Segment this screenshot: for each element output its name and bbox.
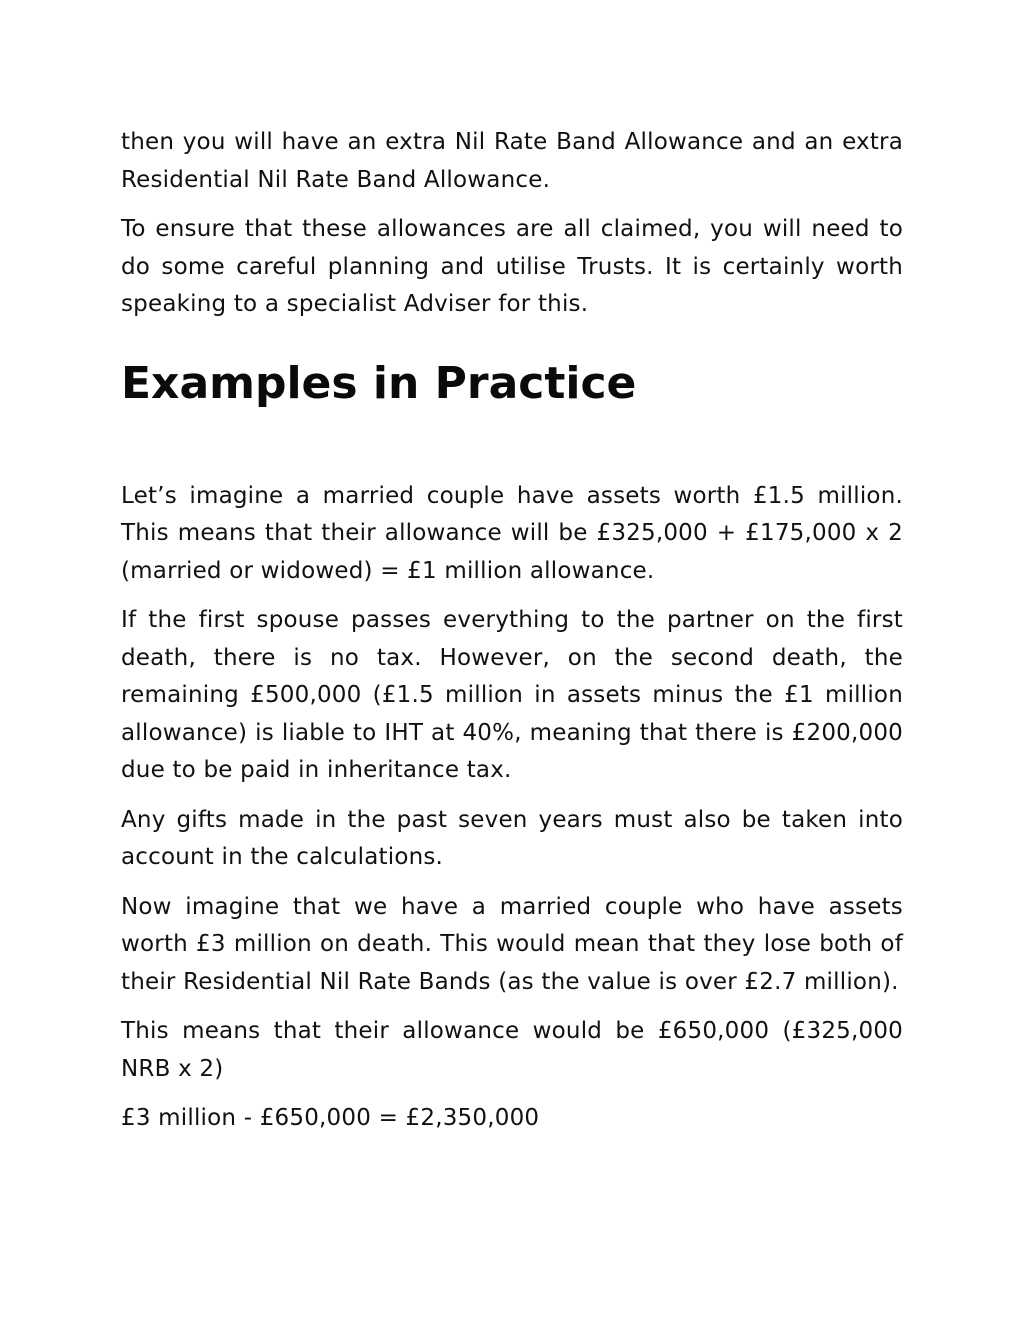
calculation-line: £3 million - £650,000 = £2,350,000 (121, 1105, 540, 1131)
intro-paragraph-2: To ensure that these allowances are all claimed, you will need to do some careful planning and utilise Trusts. It is certainly worth speaking to a specialist Adviser for this. (121, 216, 903, 317)
example-paragraph-3: Any gifts made in the past seven years must also be taken into account in the calculations. (121, 806, 903, 870)
example-paragraph-5: This means that their allowance would be £650,000 (£325,000 NRB x 2) (121, 1018, 903, 1082)
section-heading: Examples in Practice (121, 357, 637, 409)
example-paragraph-4: Now imagine that we have a married couple who have assets worth £3 million on death. This would mean that they lose both of their Residential Nil Rate Bands (as the value is over £2.7 million). (121, 893, 903, 995)
example-paragraph-2: If the first spouse passes everything to the partner on the first death, there is no tax. However, on the second death, the remaining £500,000 (£1.5 million in assets minus the £1 million allowance) is liable to IHT at 40%, meaning that there is £200,000 due to be paid in inheritance tax. (121, 607, 903, 783)
examples-section (121, 478, 903, 1138)
example-paragraph-1: Let’s imagine a married couple have assets worth £1.5 million. This means that their allowance will be £325,000 + £175,000 x 2 (married or widowed) = £1 million allowance. (121, 482, 903, 584)
intro-paragraph-1: then you will have an extra Nil Rate Band Allowance and an extra Residential Nil Rate Band Allowance. (121, 129, 903, 193)
document-page (121, 124, 903, 1150)
